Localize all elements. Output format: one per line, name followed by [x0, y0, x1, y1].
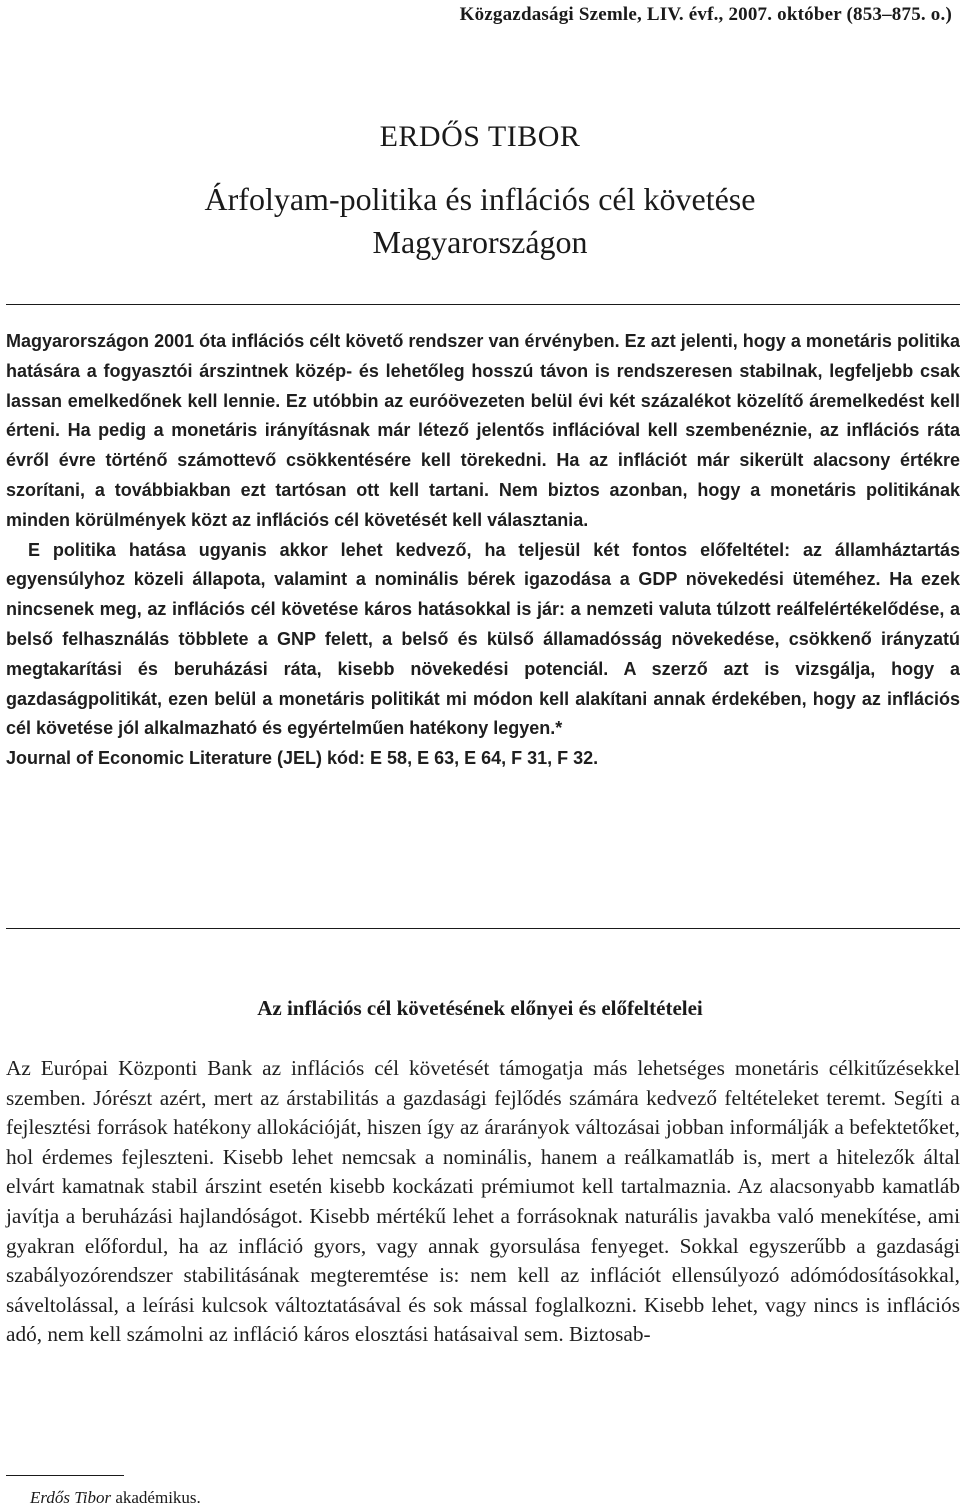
abstract [6, 327, 960, 774]
abstract-bottom-rule [6, 928, 960, 929]
article-author: ERDŐS TIBOR [379, 120, 581, 153]
article-title-line-2: Magyarországon [372, 224, 588, 260]
section-heading: Az inflációs cél követésének előnyei és előfeltételei [257, 996, 703, 1020]
running-head: Közgazdasági Szemle, LIV. évf., 2007. október (853–875. o.) [459, 4, 952, 25]
body-paragraph: Az Európai Központi Bank az inflációs cél követését támogatja más lehetséges monetáris célkitűzésekkel szemben. Jórészt azért, mert az árstabilitás a gazdasági fejlődés számára kedvező feltételeket teremt. Segíti a fejlesztési források hatékony allokációját, hiszen így az árarányok változásai jobban informálják a befektetőket, hol érdemes fejleszteni. Kisebb lehet nemcsak a nominális, hanem a reálkamatláb is, mert a hitelezők által elvárt kamatnak stabil árszint esetén kisebb kockázati prémiumot kell tartalmaznia. Az alacsonyabb kamatláb javítja a beruházási hajlandóságot. Kisebb mértékű lehet a forrásoknak naturális javakba való menekítése, ami gyakran előfordul, ha az infláció gyors, vagy annak gyorsulása fenyeget. Sokkal egyszerűbb a gazdasági szabályozórendszer stabilitásának megteremtése is: nem kell az inflációt ellensúlyozó adómódosításokkal, sáveltolással, a leírási kulcsok változtatásával és sok mással foglalkozni. Kisebb lehet, vagy nincs is inflációs adó, nem kell számolni az infláció káros elosztási hatásaival sem. Biztosab- [6, 1056, 960, 1347]
article-title [0, 178, 960, 264]
abstract-paragraph-1: Magyarországon 2001 óta inflációs célt követő rendszer van érvényben. Ez azt jelenti, hogy a monetáris politika hatására a fogyasztói árszintnek közép- és lehetőleg hosszú távon is rendszeresen stabilnak, legfeljebb csak lassan emelkedőnek kell lennie. Ez utóbbin az euróövezeten belül évi két százalékot közelítő áremelkedést kell érteni. Ha pedig a monetáris irányításnak már létező jelentős inflációval kell szembenéznie, az inflációs ráta évről évre történő számottevő csökkentésére kell törekedni. Ha az inflációt már sikerült alacsony értékre szorítani, a továbbiakban ezt tartósan ott kell tartani. Nem biztos azonban, hogy a monetáris politikának minden körülmények közt az inflációs cél követését kell választania. [6, 331, 960, 530]
abstract-paragraph-2: E politika hatása ugyanis akkor lehet kedvező, ha teljesül két fontos előfeltétel: az államháztartás egyensúlyhoz közeli állapota, valamint a nominális bérek igazodása a GDP növekedési üteméhez. Ha ezek nincsenek meg, az inflációs cél követése káros hatásokkal is jár: a nemzeti valuta túlzott reálfelértékelődése, a belső felhasználás többlete a GNP felett, a belső és külső államadósság növekedése, csökkenő irányzatú megtakarítási és beruházási ráta, kisebb növekedési potenciál. A szerző azt is vizsgálja, hogy a gazdaságpolitikát, ezen belül a monetáris politikát mi módon kell alakítani annak érdekében, hogy az inflációs cél követése jól alkalmazható és egyértelműen hatékony legyen.* [6, 539, 960, 739]
article-title-line-1: Árfolyam-politika és inflációs cél követése [204, 181, 756, 217]
footnote [30, 1488, 201, 1508]
abstract-top-rule [6, 304, 960, 305]
footnote-author-name: Erdős Tibor [30, 1488, 112, 1507]
footnote-rule [6, 1475, 124, 1476]
footnote-author-role: akadémikus. [115, 1488, 201, 1507]
section-body [6, 1054, 960, 1350]
jel-codes: Journal of Economic Literature (JEL) kód: E 58, E 63, E 64, F 31, F 32. [6, 748, 599, 769]
